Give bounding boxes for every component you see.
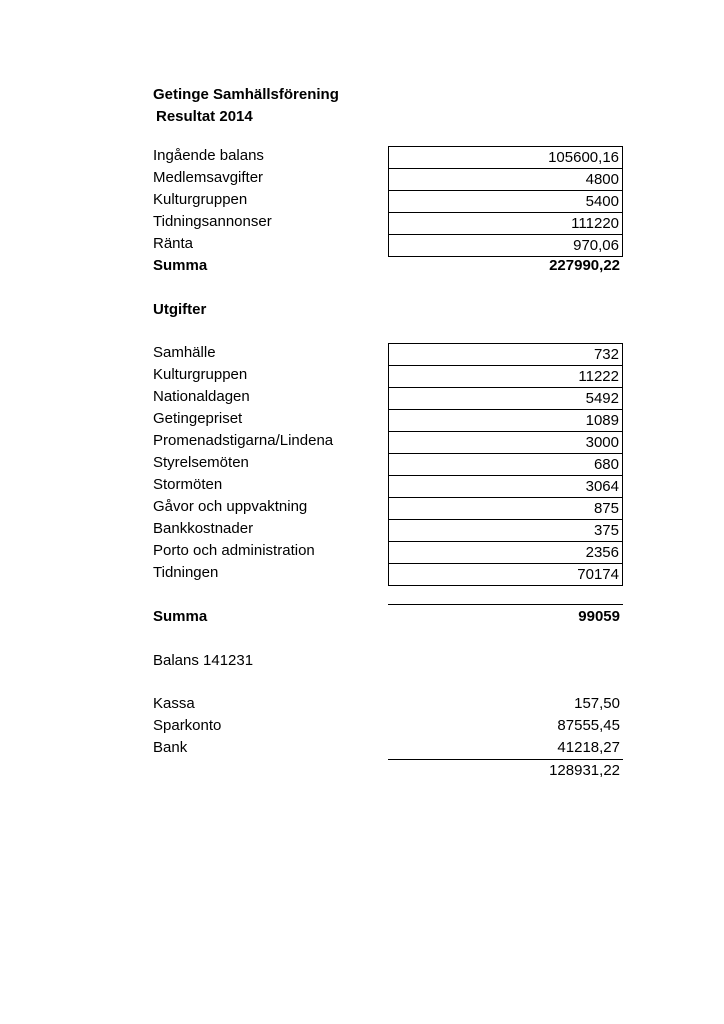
income-label-4: Ränta [153,235,194,252]
expense-label-7: Gåvor och uppvaktning [153,498,308,515]
income-value-2: 5400 [388,191,623,213]
expense-label-6: Stormöten [153,476,223,493]
balance-heading: Balans 141231 [153,652,254,669]
balance-value-1: 87555,45 [557,717,620,734]
income-label-2: Kulturgruppen [153,191,248,208]
income-sum-label: Summa [153,257,208,274]
expense-value-3: 1089 [388,410,623,432]
report-subtitle: Resultat 2014 [156,108,253,125]
expense-value-1: 11222 [388,366,623,388]
expense-value-7: 875 [388,498,623,520]
income-value-3: 111220 [388,213,623,235]
expense-value-6: 3064 [388,476,623,498]
income-label-0: Ingående balans [153,147,264,164]
balance-value-0: 157,50 [574,695,620,712]
expense-value-2: 5492 [388,388,623,410]
income-value-4: 970,06 [388,235,623,257]
expense-label-2: Nationaldagen [153,388,250,405]
expense-label-8: Bankkostnader [153,520,254,537]
income-value-0: 105600,16 [388,146,623,169]
balance-label-1: Sparkonto [153,717,222,734]
expense-label-1: Kulturgruppen [153,366,248,383]
balance-label-2: Bank [153,739,188,756]
income-label-1: Medlemsavgifter [153,169,264,186]
organization-title: Getinge Samhällsförening [153,86,339,103]
expense-value-4: 3000 [388,432,623,454]
expense-label-0: Samhälle [153,344,216,361]
expense-value-0: 732 [388,343,623,366]
expense-value-8: 375 [388,520,623,542]
expenses-sum-value: 99059 [578,608,620,625]
income-value-column [388,146,623,257]
expense-value-10: 70174 [388,564,623,586]
expense-value-9: 2356 [388,542,623,564]
expense-label-3: Getingepriset [153,410,243,427]
expense-value-5: 680 [388,454,623,476]
expenses-sum-label: Summa [153,608,208,625]
expense-label-5: Styrelsemöten [153,454,249,471]
expense-label-10: Tidningen [153,564,219,581]
expenses-sum-rule [388,604,623,605]
income-sum-value: 227990,22 [549,257,620,274]
expense-value-column [388,343,623,586]
balance-total-value: 128931,22 [549,762,620,779]
expense-label-9: Porto och administration [153,542,315,559]
balance-label-0: Kassa [153,695,195,712]
income-value-1: 4800 [388,169,623,191]
balance-value-2: 41218,27 [557,739,620,756]
expenses-heading: Utgifter [153,301,207,318]
income-label-3: Tidningsannonser [153,213,272,230]
expense-label-4: Promenadstigarna/Lindena [153,432,334,449]
